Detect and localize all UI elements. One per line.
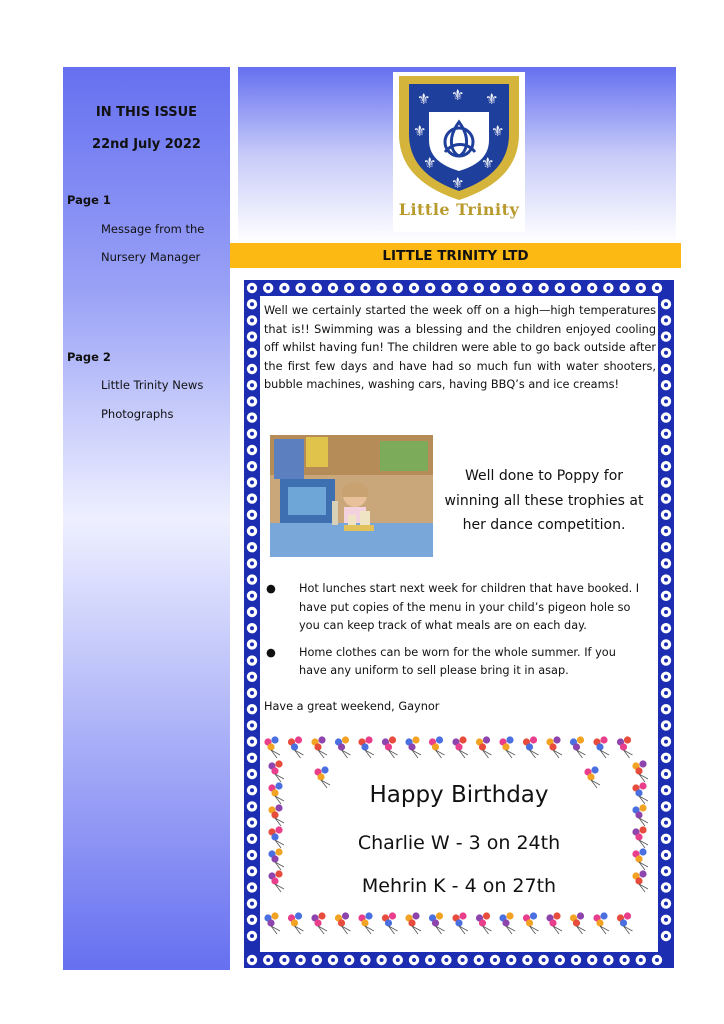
list-item-text: Hot lunches start next week for children that have booked. I have put copies of the menu in your child’s pigeon hole so you can keep track of what meals are on each day.	[299, 582, 640, 633]
sidebar-page-2: Page 2	[67, 350, 111, 364]
balloon-icon	[617, 912, 633, 934]
birthday-line: Mehrin K - 4 on 27th	[361, 875, 557, 897]
signoff: Have a great weekend, Gaynor	[264, 700, 440, 713]
balloon-icon	[405, 912, 421, 934]
balloon-icon	[593, 912, 609, 934]
sidebar-item: Photographs	[101, 407, 174, 421]
balloon-icon	[523, 912, 539, 934]
logo-text: Little Trinity	[398, 200, 520, 219]
balloon-icon	[570, 736, 586, 758]
sidebar-page-1: Page 1	[67, 193, 111, 207]
balloon-icon	[268, 782, 284, 804]
bullet-icon: ●	[266, 645, 276, 659]
balloon-icon	[476, 736, 492, 758]
balloon-icon	[268, 760, 284, 782]
sidebar-item: Nursery Manager	[101, 250, 201, 264]
balloon-icon	[264, 736, 280, 758]
balloon-icon	[429, 912, 445, 934]
sidebar-heading: IN THIS ISSUE	[95, 105, 198, 120]
balloon-icon	[570, 912, 586, 934]
balloon-icon	[632, 826, 648, 848]
balloon-icon	[264, 912, 280, 934]
photo-caption: Well done to Poppy for winning all these trophies at her dance competition.	[444, 468, 644, 533]
balloon-icon	[546, 912, 562, 934]
svg-text:⚜: ⚜	[485, 90, 499, 108]
sidebar-item: Little Trinity News	[101, 378, 204, 392]
balloon-icon	[617, 736, 633, 758]
balloon-icon	[335, 736, 351, 758]
balloon-icon	[335, 912, 351, 934]
balloon-icon	[268, 870, 284, 892]
bullet-icon: ●	[266, 582, 276, 595]
list-item-text: Home clothes can be worn for the whole summer. If you have any uniform to sell please bring it in asap.	[299, 645, 616, 678]
balloon-icon	[382, 736, 398, 758]
balloon-icon	[268, 848, 284, 870]
balloon-icon	[452, 912, 468, 934]
organization-title: LITTLE TRINITY LTD	[382, 248, 529, 264]
balloon-icon	[523, 736, 539, 758]
sidebar-item: Message from the	[101, 222, 205, 236]
balloon-icon	[546, 736, 562, 758]
balloon-icon	[499, 912, 515, 934]
balloon-icon	[288, 912, 304, 934]
balloon-icon	[358, 912, 374, 934]
birthday-line: Charlie W - 3 on 24th	[357, 832, 561, 854]
svg-text:⚜: ⚜	[451, 86, 465, 104]
balloon-icon	[499, 736, 515, 758]
balloon-icon	[632, 848, 648, 870]
svg-text:⚜: ⚜	[413, 122, 427, 140]
svg-text:⚜: ⚜	[417, 90, 431, 108]
balloon-icon	[405, 736, 421, 758]
svg-text:⚜: ⚜	[481, 154, 495, 172]
balloon-icon	[358, 736, 374, 758]
issue-date: 22nd July 2022	[92, 137, 201, 152]
balloon-icon	[268, 826, 284, 848]
balloon-icon	[632, 760, 648, 782]
balloon-icon	[476, 912, 492, 934]
balloon-icon	[268, 804, 284, 826]
balloon-icon	[632, 782, 648, 804]
balloon-icon	[311, 912, 327, 934]
balloon-icon	[311, 736, 327, 758]
birthday-title: Happy Birthday	[369, 782, 549, 808]
balloon-icon	[288, 736, 304, 758]
balloon-icon	[452, 736, 468, 758]
svg-text:⚜: ⚜	[423, 154, 437, 172]
intro-paragraph: Well we certainly started the week off on a high—high temperatures that is!! Swimming was a blessing and the children enjoyed cooling off whilst having fun! The children were able to go back outside after the first few days and have had so much fun with water shooters, bubble machines, washing cars, having BBQ’s and ice creams!	[264, 304, 656, 392]
balloon-icon	[593, 736, 609, 758]
svg-text:⚜: ⚜	[451, 174, 465, 192]
svg-text:⚜: ⚜	[491, 122, 505, 140]
balloon-icon	[632, 804, 648, 826]
balloon-icon	[632, 870, 648, 892]
balloon-icon	[429, 736, 445, 758]
balloon-icon	[382, 912, 398, 934]
